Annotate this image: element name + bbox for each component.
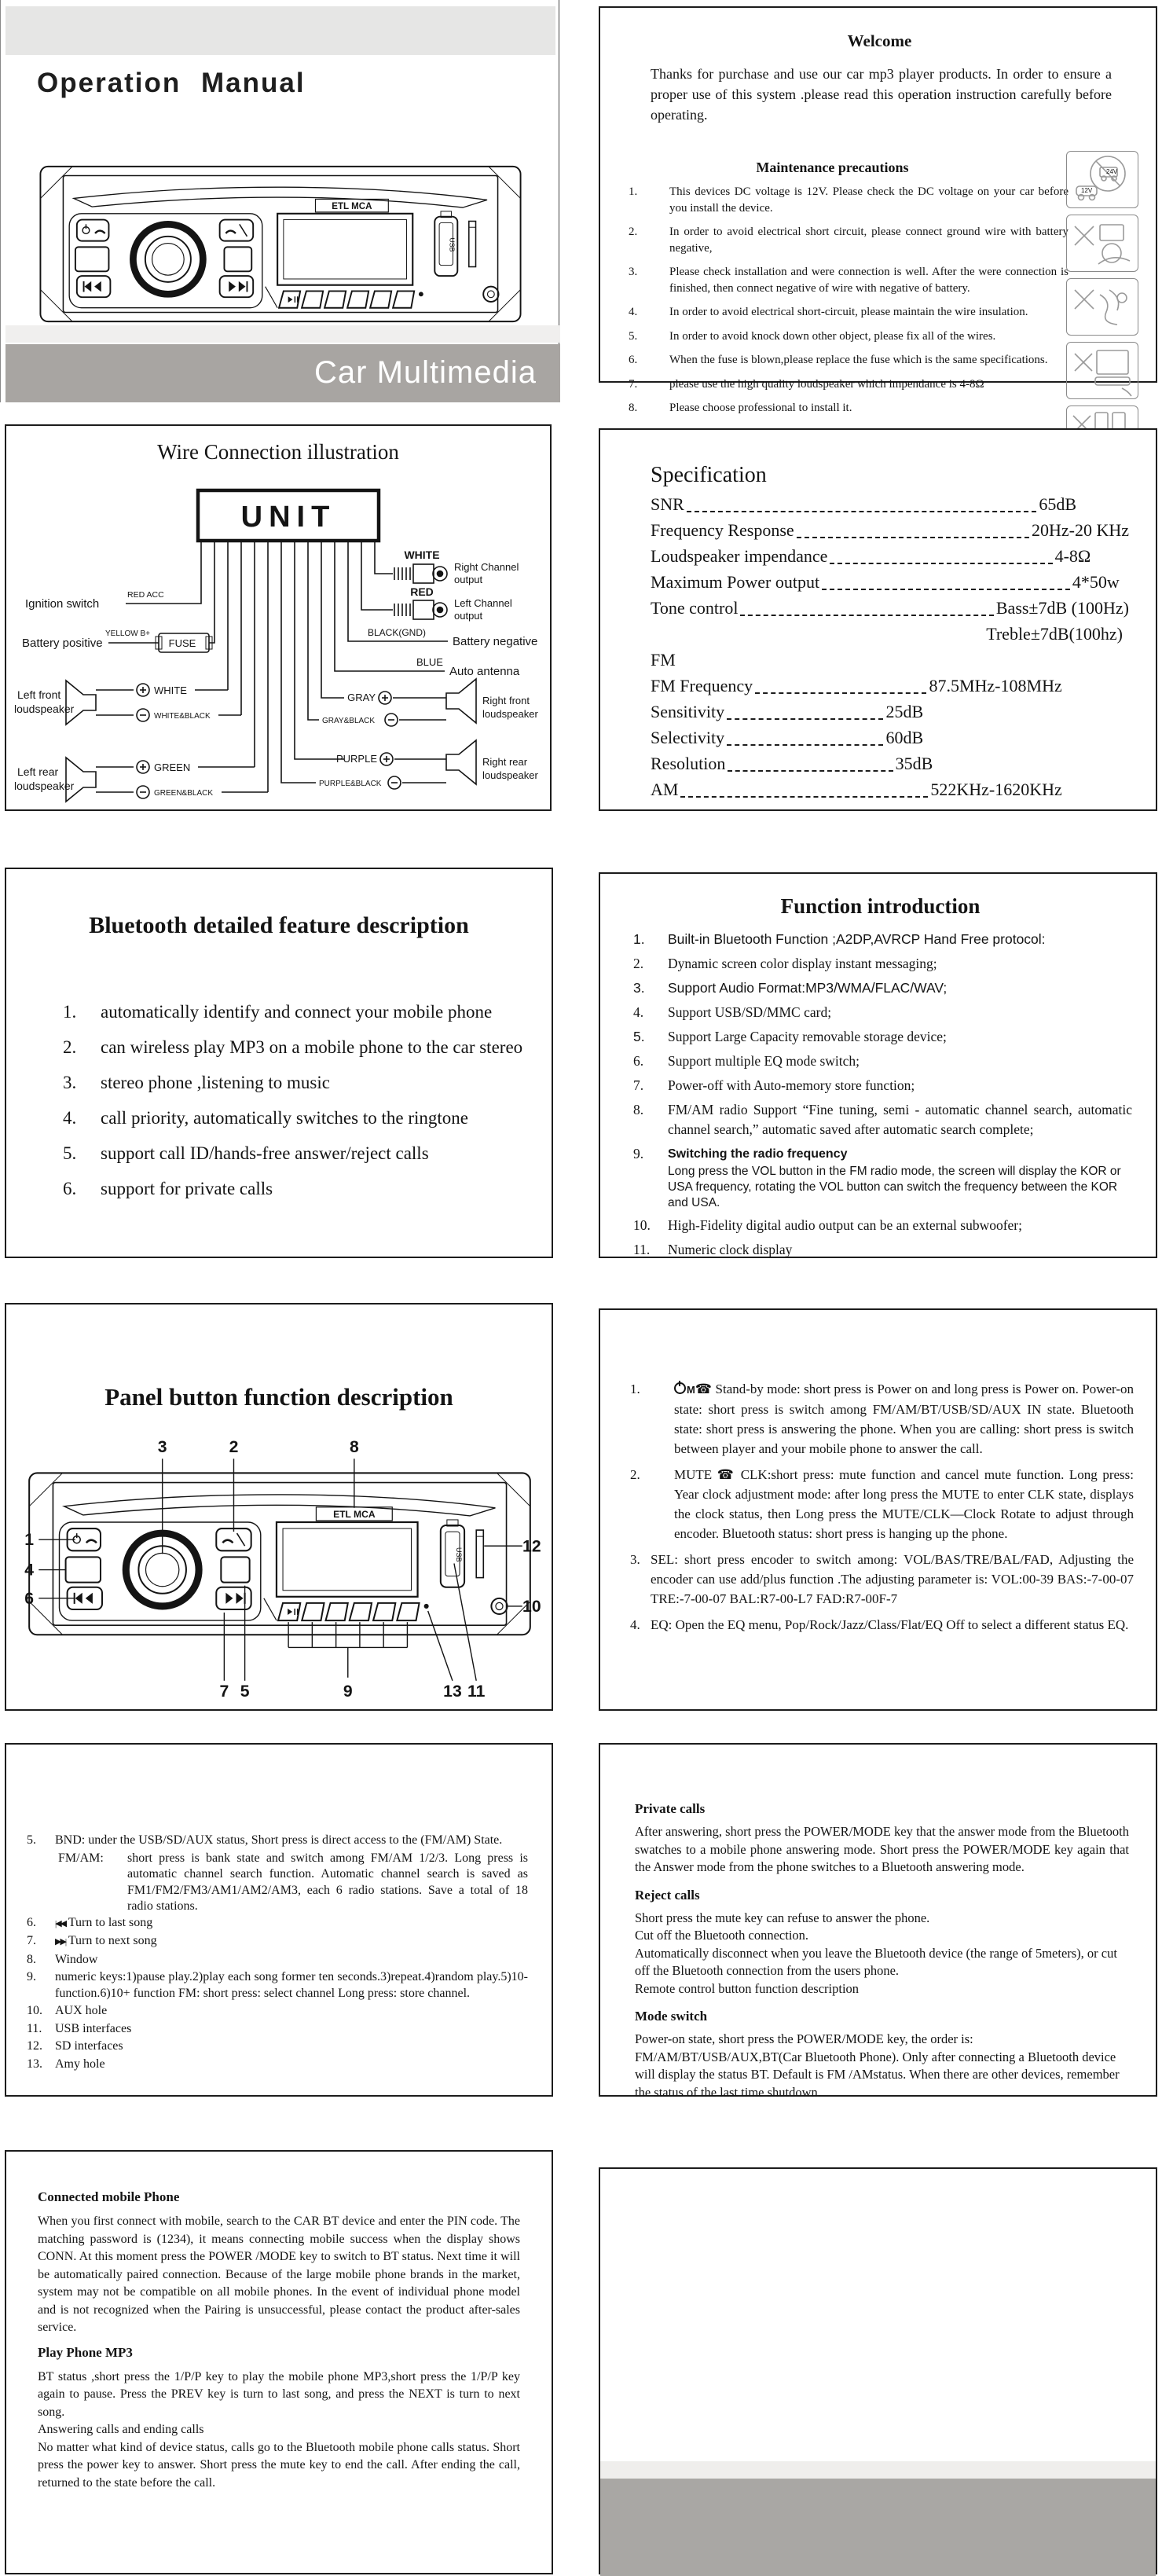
list-item: 5. Support Large Capacity removable storage device;	[633, 1029, 947, 1044]
svg-text:Right front: Right front	[482, 695, 530, 706]
band-button	[66, 1557, 101, 1582]
svg-text:RED ACC: RED ACC	[127, 590, 164, 600]
precaution-icons	[1066, 151, 1138, 469]
answering-calls-body: No matter what kind of device status, calls go to the Bluetooth mobile phone calls status. Short press the power key to answer. Short press the mute key to end the call. After ending the call, returned to the state before the call.	[38, 2440, 520, 2490]
svg-text:BLACK(GND): BLACK(GND)	[367, 627, 427, 638]
right-rear-speaker-icon	[446, 740, 476, 784]
spec-row: Resolution 35dB	[651, 754, 933, 773]
radio-frequency-heading: Switching the radio frequency	[668, 1147, 848, 1161]
svg-text:ETL MCA: ETL MCA	[333, 1508, 376, 1520]
svg-text:Left front: Left front	[17, 688, 61, 701]
bluetooth-features-page	[5, 868, 553, 1258]
cover-footer: Car Multimedia	[314, 355, 537, 390]
list-item: FM/AM: short press is bank state and switch among FM/AM 1/2/3. Long press is automatic channel search function. Automatic channel search is saved as FM1/FM2/FM3/AM1/AM2/AM3, each 6 radio stations. Save a total of 18 radio stations.	[58, 1851, 528, 1913]
list-item: 2. can wireless play MP3 on a mobile phone to the car stereo	[63, 1037, 523, 1057]
svg-text:GRAY&BLACK: GRAY&BLACK	[322, 717, 376, 725]
prev-icon: |◀◀	[55, 1918, 66, 1928]
wire-connection-page	[5, 424, 552, 811]
svg-text:Battery negative: Battery negative	[453, 635, 538, 648]
welcome-intro: Thanks for purchase and use our car mp3 player products. In order to ensure a proper use of this system .please read this operation instruction carefully before operating.	[651, 66, 1112, 123]
panel-button-page	[5, 1303, 553, 1711]
list-item: 7. Power-off with Auto-memory store function;	[633, 1077, 915, 1093]
list-item: 7. please use the high quality loudspeaker which impendance is 4-8Ω	[629, 377, 984, 391]
list-item: 11. USB interfaces	[27, 2021, 132, 2035]
mute-button	[220, 220, 254, 241]
band-button	[75, 247, 109, 271]
list-item: 5. In order to avoid knock down other object, please fix all of the wires.	[629, 329, 996, 343]
list-item: 4. EQ: Open the EQ menu, Pop/Rock/Jazz/Class/Flat/EQ Off to select a different status EQ.	[630, 1617, 1129, 1632]
list-item: 2. MUTE ☎ CLK:short press: mute function and cancel mute function. Long press: Year clock adjustment mode: after long press the MUTE to enter CLK state, displays the clock status, then Long press the MUTE/CLK—Clock Rotate to adjust through encoder. Bluetooth status: short press is hanging up the phone.	[630, 1467, 1134, 1541]
usb-label: USB	[448, 237, 456, 252]
cover-light-strip	[5, 325, 560, 343]
list-item: 4. In order to avoid electrical short-circuit, please maintain the wire insulation.	[629, 306, 1028, 318]
phone-icon: ☎	[695, 1382, 713, 1396]
next-icon: ▶▶|	[55, 1937, 66, 1947]
aux-hole	[491, 1598, 507, 1614]
list-item: 2. In order to avoid electrical short circuit, please connect ground wire with battery negative,	[629, 226, 1069, 255]
list-item: 3. SEL: short press encoder to switch among: VOL/BAS/TRE/BAL/FAD, Adjusting the encoder can use add/plus function .The adjusting parameter is: VOL:00-39 BAS:-7-00-07 TRE:-7-00-07 BAL:R7-00-L7 FAD:R7-00F-7	[630, 1552, 1134, 1606]
cover-footer-band	[5, 344, 560, 402]
list-item: 5. BND: under the USB/SD/AUX status, Short press is direct access to the (FM/AM) State.	[27, 1833, 503, 1847]
connected-phone-heading: Connected mobile Phone	[38, 2189, 180, 2204]
private-calls-body: After answering, short press the POWER/MODE key that the answer mode from the Bluetooth swatches to a mobile phone answering mode. Short press the POWER/MODE key again that the Answer mode from the phone switches to a Bluetooth answering mode.	[635, 1824, 1129, 1874]
list-item: 5. support call ID/hands-free answer/reject calls	[63, 1143, 429, 1163]
spec-row: Treble±7dB(100hz)	[986, 624, 1123, 644]
cover-title: Operation Manual	[37, 68, 306, 98]
svg-text:WHITE: WHITE	[154, 684, 187, 696]
mode-icon: M	[687, 1384, 695, 1396]
mode-switch-heading: Mode switch	[635, 2009, 708, 2024]
svg-text:loudspeaker: loudspeaker	[14, 780, 75, 792]
list-item: 1. This devices DC voltage is 12V. Please check the DC voltage on your car before you install the device.	[629, 185, 1069, 215]
svg-text:Battery positive: Battery positive	[22, 637, 103, 650]
reject-line: Automatically disconnect when you leave the Bluetooth device (the range of 5meters), or cut off the Bluetooth connection from the users phone.	[635, 1945, 1117, 1978]
svg-text:GRAY: GRAY	[347, 692, 376, 703]
svg-text:WHITE: WHITE	[404, 549, 440, 561]
list-item: 4. call priority, automatically switches to the ringtone	[63, 1108, 468, 1128]
svg-text:loudspeaker: loudspeaker	[482, 708, 538, 720]
specification-page	[599, 428, 1157, 811]
list-item: 6. |◀◀ Turn to last song	[27, 1915, 153, 1929]
list-item: 3. Please check installation and were connection is well. After the were connection is finished, then connect negative of wire with negative of battery.	[629, 266, 1069, 295]
reject-line: Cut off the Bluetooth connection.	[635, 1928, 809, 1943]
svg-text:24V: 24V	[1106, 168, 1118, 175]
func-title: Function introduction	[780, 894, 981, 918]
spec-row: Selectivity 60dB	[651, 728, 924, 747]
private-calls-heading: Private calls	[635, 1801, 706, 1816]
reject-line: Remote control button function description	[635, 1980, 860, 1996]
aux-hole	[483, 287, 498, 302]
reset-hole	[419, 292, 423, 296]
svg-text:4: 4	[24, 1561, 35, 1580]
reset-hole	[424, 1604, 429, 1609]
svg-text:Auto antenna: Auto antenna	[449, 665, 520, 678]
function-introduction-page	[599, 872, 1157, 1258]
svg-text:3: 3	[157, 1438, 167, 1457]
list-item: 6. support for private calls	[63, 1179, 273, 1198]
callout-lines	[38, 1459, 522, 1681]
precaution-install-icon	[1066, 215, 1138, 272]
power-button	[77, 220, 109, 241]
svg-text:RED: RED	[410, 585, 434, 598]
list-item: 1. Built-in Bluetooth Function ;A2DP,AVRCP Hand Free protocol:	[633, 931, 1046, 947]
svg-text:WHITE&BLACK: WHITE&BLACK	[154, 712, 211, 721]
next-button	[220, 276, 254, 297]
svg-text:Right rear: Right rear	[482, 756, 528, 768]
spec-title: Specification	[651, 463, 767, 487]
bt-title: Bluetooth detailed feature description	[89, 912, 469, 938]
list-item: 7. ▶▶| Turn to next song	[27, 1934, 157, 1947]
svg-text:1: 1	[24, 1531, 35, 1550]
brand-label: ETL MCA	[332, 201, 372, 212]
list-item: 10. High-Fidelity digital audio output can be an external subwoofer;	[633, 1217, 1023, 1233]
list-item: 8. Please choose professional to install it.	[629, 402, 852, 414]
wire-diagram	[8, 478, 550, 808]
connected-phone-body: When you first connect with mobile, search to the CAR BT device and enter the PIN code. The matching password is (1234), it means connecting mobile success when the display shows CONN. At this moment press the POWER /MODE key to switch to BT status. Next time it will be automatically paired connection. Because of the large mobile phone brands in the market, system may not be compatible on all mobile phones. In the event of individual phone model and is not recognized when the Pairing is unsuccessful, please contact the product after-sales service.	[38, 2215, 520, 2334]
reject-calls-heading: Reject calls	[635, 1887, 700, 1903]
svg-text:13: 13	[443, 1682, 462, 1701]
svg-text:Right Channel: Right Channel	[454, 561, 519, 573]
sd-slot	[476, 1530, 483, 1578]
spec-row: AM 522KHz-1620KHz	[651, 780, 1062, 799]
prev-button	[77, 276, 111, 297]
svg-text:PURPLE: PURPLE	[335, 753, 377, 765]
panel-title: Panel button function description	[104, 1383, 453, 1411]
svg-text:output: output	[454, 574, 483, 585]
cover-page	[0, 0, 559, 402]
answering-calls-heading: Answering calls and ending calls	[38, 2423, 204, 2436]
mute-button	[216, 1528, 251, 1550]
svg-text:11: 11	[467, 1682, 486, 1701]
list-item: 1. automatically identify and connect your mobile phone	[63, 1002, 493, 1022]
cover-top-band	[5, 6, 555, 55]
reject-line: Short press the mute key can refuse to answer the phone.	[635, 1910, 930, 1925]
head-unit-illustration	[37, 163, 524, 325]
svg-text:GREEN&BLACK: GREEN&BLACK	[154, 789, 214, 798]
list-item: 13. Amy hole	[27, 2057, 105, 2071]
back-light-strip	[600, 2461, 1156, 2479]
svg-text:5: 5	[240, 1682, 250, 1701]
connected-phone-page	[5, 2150, 553, 2574]
spec-row: Sensitivity 25dB	[651, 702, 924, 721]
list-item: 9. numeric keys:1)pause play.2)play each song former ten seconds.3)repeat.4)random play.5)10- function.6)10+ function FM: short press: select channel Long press: store channel.	[27, 1970, 528, 2000]
svg-text:output: output	[454, 610, 483, 622]
key-functions-page	[599, 1308, 1157, 1711]
display-window	[277, 214, 412, 285]
svg-text:GREEN: GREEN	[154, 761, 191, 773]
svg-text:Left Channel: Left Channel	[454, 597, 512, 609]
svg-text:BLUE: BLUE	[416, 656, 443, 668]
display-window	[277, 1522, 418, 1597]
svg-text:12: 12	[522, 1537, 541, 1556]
list-item: 3. stereo phone ,listening to music	[63, 1073, 330, 1092]
spec-row: FM Frequency 87.5MHz-108MHz	[651, 676, 1062, 695]
svg-text:6: 6	[24, 1589, 35, 1608]
spec-row: Maximum Power output 4*50w	[651, 572, 1120, 592]
list-item: 11. Numeric clock display	[633, 1242, 793, 1257]
precaution-monitor-icon	[1066, 342, 1138, 399]
spec-row: SNR 65dB	[651, 494, 1076, 514]
precaution-wiring-icon	[1066, 278, 1138, 336]
svg-text:loudspeaker: loudspeaker	[14, 703, 75, 715]
svg-text:7: 7	[219, 1682, 229, 1701]
panel-diagram	[16, 1435, 544, 1701]
cd-slot	[64, 1495, 496, 1516]
list-item: 4. Support USB/SD/MMC card;	[633, 1004, 832, 1020]
svg-text:8: 8	[349, 1438, 359, 1457]
list-item: 10. AUX hole	[27, 2004, 108, 2017]
svg-text:10: 10	[522, 1597, 541, 1616]
svg-text:USB: USB	[454, 1547, 463, 1562]
list-item: 12. SD interfaces	[27, 2039, 123, 2053]
svg-text:2: 2	[229, 1438, 239, 1457]
list-item: 2. Dynamic screen color display instant messaging;	[633, 956, 937, 971]
svg-text:loudspeaker: loudspeaker	[482, 769, 538, 781]
sd-slot	[469, 221, 476, 266]
svg-text:9: 9	[343, 1682, 353, 1701]
svg-text:FUSE: FUSE	[168, 637, 196, 649]
list-item: 6. Support multiple EQ mode switch;	[633, 1053, 860, 1069]
sel-button	[221, 1557, 249, 1582]
list-item: 8. Window	[27, 1952, 98, 1966]
button-list-page	[5, 1743, 553, 2097]
list-item: 9. Switching the radio frequency Long press the VOL button in the FM radio mode, the screen will display the KOR or USA frequency, rotating the VOL button can switch the frequency between the KOR and USA.	[629, 1144, 1132, 1211]
precautions-title: Maintenance precautions	[756, 160, 909, 175]
welcome-page	[599, 6, 1157, 414]
volume-knob	[133, 224, 203, 294]
back-dark-strip	[600, 2479, 1156, 2576]
spec-row: Loudspeaker impendance 4-8Ω	[651, 546, 1091, 566]
svg-text:Ignition switch: Ignition switch	[25, 597, 100, 611]
svg-text:UNIT: UNIT	[240, 501, 336, 534]
back-page	[599, 2167, 1157, 2574]
svg-text:PURPLE&BLACK: PURPLE&BLACK	[319, 780, 382, 788]
calls-page	[599, 1743, 1157, 2100]
next-button	[216, 1587, 251, 1609]
svg-text:Left rear: Left rear	[17, 765, 59, 778]
play-phone-mp3-heading: Play Phone MP3	[38, 2344, 133, 2360]
list-item: 8. FM/AM radio Support “Fine tuning, semi - automatic channel search, automatic channel search,” automatic saved after automatic search complete;	[633, 1102, 1132, 1137]
spec-row: Frequency Response 20Hz-20 KHz	[651, 520, 1129, 540]
mode-switch-body: Power-on state, short press the POWER/MODE key, the order is: FM/AM/BT/USB/AUX,BT(Car Bluetooth Phone). Only after connecting a Bluetooth device will display the status BT. Default is FM /AMstatus. When there are other devices, remember the status of the last time shutdown.	[635, 2031, 1120, 2100]
right-front-speaker-icon	[446, 679, 476, 723]
power-icon	[674, 1382, 686, 1394]
precaution-voltage-icon	[1066, 151, 1138, 208]
spec-row: FM	[651, 650, 676, 670]
list-item: 1. M☎ Stand-by mode: short press is Power on and long press is Power on. Power-on state: short press is switch among FM/AM/BT/USB/SD/AUX IN state. Bluetooth state: short press is answering the phone. When you are calling: short press is switch between player and your mobile phone to answer the call.	[630, 1382, 1134, 1456]
sel-button	[224, 247, 251, 271]
wire-title: Wire Connection illustration	[157, 440, 399, 464]
svg-text:YELLOW B+: YELLOW B+	[105, 629, 150, 638]
welcome-title: Welcome	[847, 31, 912, 50]
list-item: 3. Support Audio Format:MP3/WMA/FLAC/WAV;	[633, 980, 948, 996]
rca-white-connector	[394, 564, 447, 583]
svg-text:12V: 12V	[1081, 187, 1093, 194]
list-item: 6. When the fuse is blown,please replace the fuse which is the same specifications.	[629, 354, 1048, 366]
spec-row: Tone control Bass±7dB (100Hz)	[651, 598, 1129, 618]
cd-slot	[74, 187, 487, 207]
play-phone-mp3-body: BT status ,short press the 1/P/P key to play the mobile phone MP3,short press the 1/P/P key again to pause. Press the PREV key is turn to last song, and press the NEXT is turn to next song.	[38, 2369, 520, 2419]
